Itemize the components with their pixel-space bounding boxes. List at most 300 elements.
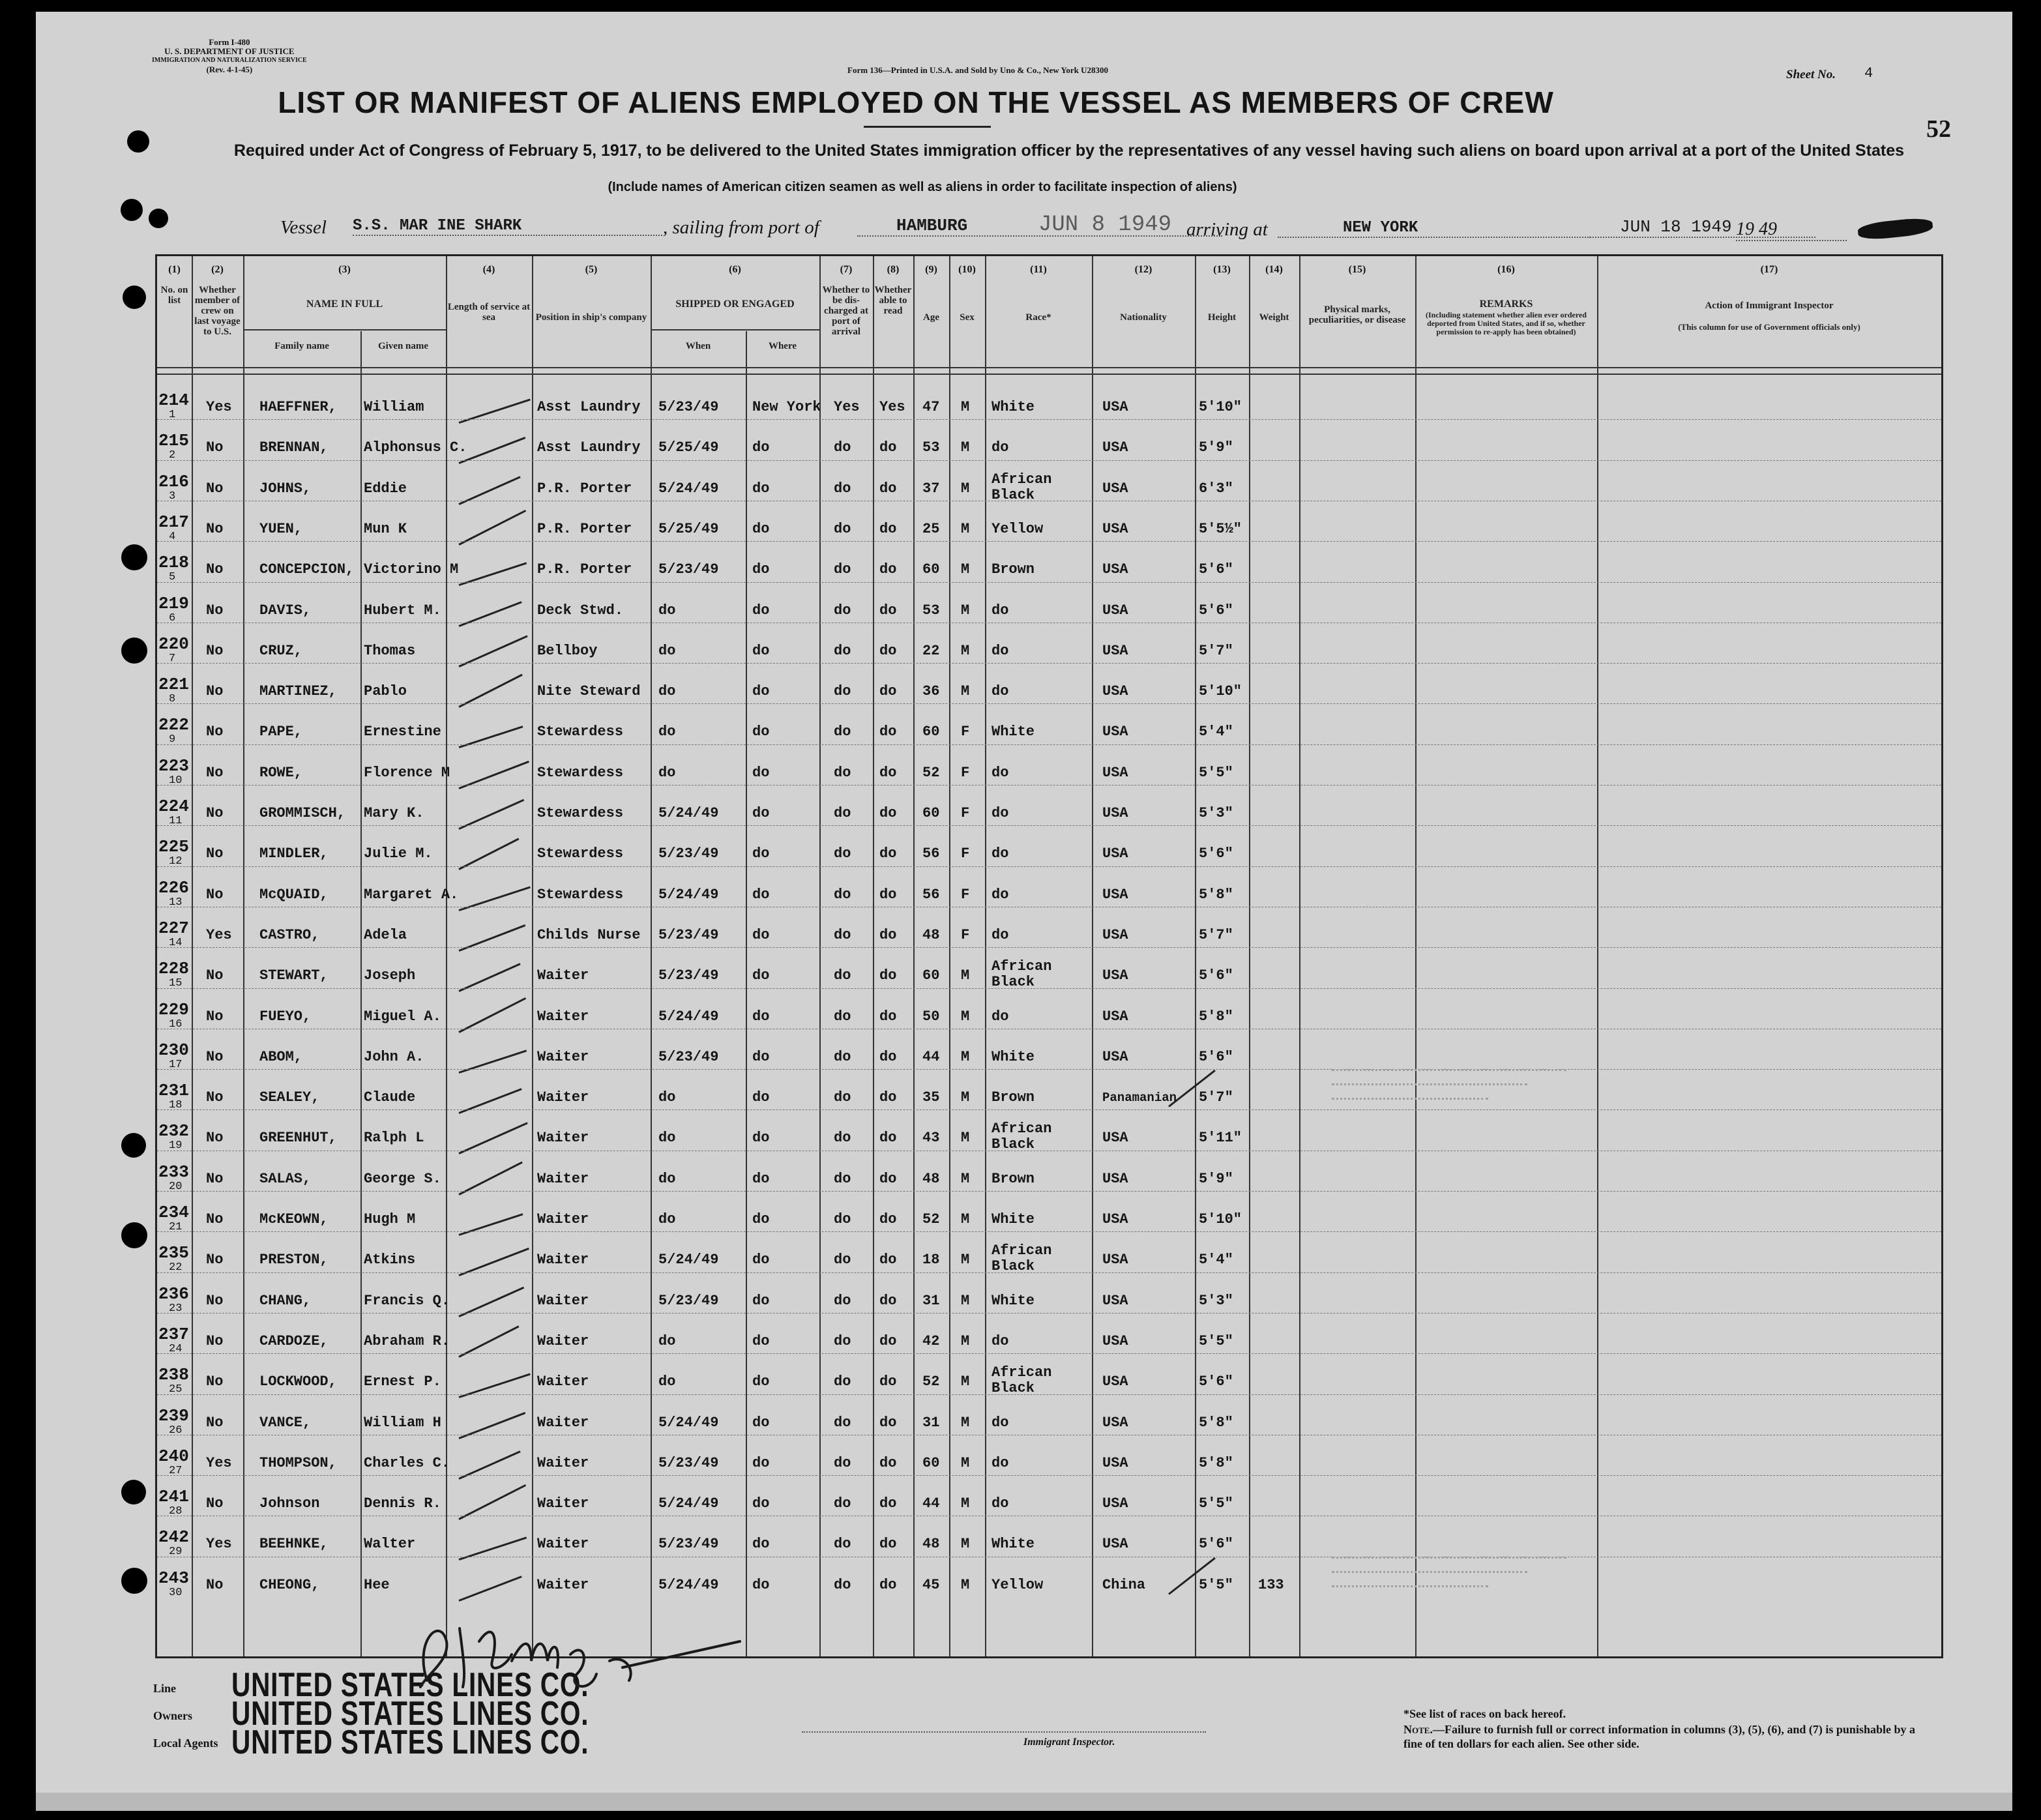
row-list-number: 227 — [158, 918, 189, 938]
row-service-mark — [458, 1161, 522, 1195]
column-number-c4: (4) — [482, 264, 495, 275]
row-able-to-read: do — [879, 683, 897, 700]
shipped-subheader-rule — [651, 329, 819, 330]
row-race: do — [991, 1332, 1009, 1349]
row-list-number: 228 — [158, 959, 189, 979]
row-list-number: 235 — [158, 1243, 189, 1263]
row-family-name: McKEOWN, — [259, 1211, 329, 1227]
year-field: 19 49 — [1736, 219, 1847, 241]
row-shipped-when: do — [658, 602, 676, 619]
row-able-to-read: do — [879, 724, 897, 741]
row-family-name: ABOM, — [259, 1048, 303, 1065]
row-discharge: do — [834, 1089, 851, 1106]
row-height: 5'6" — [1199, 1048, 1233, 1065]
row-shipped-when: 5/23/49 — [658, 926, 719, 943]
row-given-name: Atkins — [364, 1252, 416, 1269]
punch-hole — [127, 130, 149, 153]
row-race: do — [991, 683, 1009, 700]
page-title: LIST OR MANIFEST OF ALIENS EMPLOYED ON THE VESSEL AS MEMBERS OF CREW — [278, 85, 1554, 119]
row-discharge: do — [834, 926, 851, 943]
row-family-name: GREENHUT, — [259, 1130, 337, 1147]
row-race: do — [991, 1495, 1009, 1512]
row-height: 5'7" — [1199, 926, 1233, 943]
row-height: 5'10" — [1199, 399, 1242, 415]
row-family-name: BEEHNKE, — [259, 1536, 329, 1553]
row-nationality: USA — [1102, 1170, 1128, 1187]
punch-hole — [121, 1480, 146, 1504]
row-list-number: 217 — [158, 512, 189, 532]
row-given-name: Pablo — [364, 683, 407, 700]
row-discharge: do — [834, 1252, 851, 1269]
row-race: African Black — [991, 1364, 1052, 1397]
row-sex: F — [961, 764, 970, 781]
row-height: 5'8" — [1199, 1454, 1233, 1471]
row-given-name: Eddie — [364, 480, 407, 497]
row-age: 18 — [922, 1252, 940, 1269]
row-sex: M — [961, 1089, 970, 1106]
row-sequence-number: 3 — [169, 490, 176, 503]
row-nationality: USA — [1102, 480, 1128, 497]
ink-blot — [1857, 216, 1933, 241]
row-separator — [157, 1069, 1941, 1070]
row-separator — [157, 582, 1941, 583]
row-sex: M — [961, 399, 970, 415]
subtitle: Required under Act of Congress of February 5, 1917, to be delivered to the United States immigration officer by the representatives of any vessel having such aliens on board upon arrival at a port of the United States — [233, 141, 1905, 160]
column-header-c9: Age — [923, 312, 939, 323]
row-able-to-read: do — [879, 1414, 897, 1431]
row-given-name: Margaret A. — [364, 886, 459, 903]
row-age: 48 — [922, 1170, 940, 1187]
row-shipped-when: 5/23/49 — [658, 845, 719, 862]
row-position: Stewardess — [537, 764, 624, 781]
row-sex: M — [961, 1130, 970, 1147]
row-shipped-when: do — [658, 1130, 676, 1147]
row-age: 44 — [922, 1048, 940, 1065]
row-previous-voyage: No — [206, 683, 224, 700]
row-previous-voyage: No — [206, 1048, 224, 1065]
row-able-to-read: do — [879, 642, 897, 659]
row-family-name: McQUAID, — [259, 886, 329, 903]
port-to: NEW YORK — [1278, 219, 1591, 238]
row-separator — [157, 663, 1941, 664]
row-race: do — [991, 1414, 1009, 1431]
row-able-to-read: do — [879, 1373, 897, 1390]
column-header-c13: Height — [1207, 312, 1237, 323]
row-sequence-number: 20 — [169, 1180, 183, 1193]
faint-remark-mark — [1332, 1083, 1527, 1087]
row-service-mark — [458, 997, 526, 1033]
row-family-name: MARTINEZ, — [259, 683, 337, 700]
row-nationality: USA — [1102, 683, 1128, 700]
row-separator — [157, 501, 1941, 502]
row-shipped-when: 5/23/49 — [658, 1292, 719, 1309]
row-nationality: USA — [1102, 399, 1128, 415]
row-age: 35 — [922, 1089, 940, 1106]
row-height: 5'10" — [1199, 1211, 1242, 1227]
row-family-name: CONCEPCION, — [259, 561, 355, 578]
row-position: Waiter — [537, 1252, 589, 1269]
row-position: Waiter — [537, 1048, 589, 1065]
row-able-to-read: do — [879, 1170, 897, 1187]
row-separator — [157, 1191, 1941, 1192]
row-shipped-when: 5/25/49 — [658, 439, 719, 456]
row-previous-voyage: No — [206, 1089, 224, 1106]
row-sequence-number: 8 — [169, 693, 176, 706]
row-sequence-number: 15 — [169, 977, 183, 990]
row-age: 22 — [922, 642, 940, 659]
row-nationality: USA — [1102, 845, 1128, 862]
row-position: Stewardess — [537, 886, 624, 903]
column-header-c17: Action of Immigrant Inspector — [1705, 301, 1834, 311]
row-nationality: USA — [1102, 926, 1128, 943]
row-previous-voyage: Yes — [206, 1454, 232, 1471]
row-list-number: 234 — [158, 1203, 189, 1222]
row-position: Waiter — [537, 1576, 589, 1593]
column-rule — [746, 331, 747, 1656]
row-shipped-when: do — [658, 1332, 676, 1349]
row-separator — [157, 744, 1941, 746]
column-header-shipped: SHIPPED OR ENGAGED — [675, 299, 795, 310]
row-sequence-number: 19 — [169, 1139, 183, 1152]
column-number-c12: (12) — [1134, 264, 1153, 275]
row-age: 60 — [922, 561, 940, 578]
row-separator — [157, 1109, 1941, 1111]
row-race: White — [991, 724, 1035, 741]
row-nationality: USA — [1102, 1292, 1128, 1309]
row-list-number: 229 — [158, 999, 189, 1020]
vessel-label: Vessel — [280, 217, 327, 238]
row-height: 5'4" — [1199, 724, 1233, 741]
row-able-to-read: do — [879, 845, 897, 862]
row-nationality: USA — [1102, 886, 1128, 903]
row-age: 60 — [922, 805, 940, 821]
row-shipped-where: do — [752, 1211, 770, 1227]
row-position: Waiter — [537, 1170, 589, 1187]
departure-stamp: JUN 8 1949 — [1038, 213, 1172, 237]
column-header-where: Where — [768, 341, 797, 351]
row-height: 5'6" — [1199, 1373, 1233, 1390]
row-sex: F — [961, 724, 970, 741]
row-given-name: William H — [364, 1414, 441, 1431]
row-family-name: VANCE, — [259, 1414, 312, 1431]
row-shipped-where: New York — [752, 399, 821, 415]
row-family-name: LOCKWOOD, — [259, 1373, 337, 1390]
row-separator — [157, 703, 1941, 705]
row-given-name: Adela — [364, 926, 407, 943]
column-header-c12: Nationality — [1120, 312, 1167, 323]
column-header-c10: Sex — [960, 312, 975, 323]
arriving-label: arriving at — [1186, 219, 1268, 240]
row-previous-voyage: No — [206, 602, 224, 619]
row-separator — [157, 623, 1941, 624]
row-able-to-read: do — [879, 1130, 897, 1147]
row-discharge: do — [834, 683, 851, 700]
row-given-name: Ralph L — [364, 1130, 424, 1147]
row-able-to-read: do — [879, 1211, 897, 1227]
row-height: 5'3" — [1199, 1292, 1233, 1309]
row-sex: M — [961, 1536, 970, 1553]
row-sex: F — [961, 926, 970, 943]
row-sex: M — [961, 1008, 970, 1025]
row-position: Waiter — [537, 1454, 589, 1471]
row-discharge: do — [834, 886, 851, 903]
row-height: 5'4" — [1199, 1252, 1233, 1269]
row-nationality: USA — [1102, 1373, 1128, 1390]
row-position: P.R. Porter — [537, 520, 632, 537]
row-separator — [157, 419, 1941, 420]
row-height: 5'5" — [1199, 1576, 1233, 1593]
row-able-to-read: Yes — [879, 399, 905, 415]
row-list-number: 231 — [158, 1081, 189, 1101]
row-shipped-when: do — [658, 683, 676, 700]
row-previous-voyage: Yes — [206, 1536, 232, 1553]
column-header-family: Family name — [274, 341, 329, 351]
row-list-number: 214 — [158, 390, 189, 410]
column-rule — [1597, 256, 1598, 1656]
row-list-number: 237 — [158, 1324, 189, 1344]
row-family-name: Johnson — [259, 1495, 320, 1512]
row-race: White — [991, 1292, 1035, 1309]
row-height: 5'5½" — [1199, 520, 1242, 537]
row-able-to-read: do — [879, 602, 897, 619]
row-discharge: do — [834, 1048, 851, 1065]
row-given-name: Mary K. — [364, 805, 424, 821]
row-nationality: USA — [1102, 805, 1128, 821]
column-rule — [243, 256, 244, 1656]
row-race: do — [991, 764, 1009, 781]
column-header-c7: Whether to be dis-charged at port of arrival — [822, 285, 870, 337]
row-able-to-read: do — [879, 1252, 897, 1269]
row-sex: M — [961, 1170, 970, 1187]
row-shipped-when: 5/24/49 — [658, 1414, 719, 1431]
row-previous-voyage: Yes — [206, 399, 232, 415]
column-rule — [873, 256, 874, 1656]
row-list-number: 218 — [158, 553, 189, 573]
row-nationality: USA — [1102, 1536, 1128, 1553]
row-shipped-when: 5/24/49 — [658, 480, 719, 497]
column-header-name: NAME IN FULL — [306, 299, 383, 310]
row-previous-voyage: No — [206, 520, 224, 537]
row-list-number: 243 — [158, 1568, 189, 1588]
row-able-to-read: do — [879, 1536, 897, 1553]
row-separator — [157, 1313, 1941, 1314]
vessel-name: S.S. MAR INE SHARK — [353, 217, 662, 236]
row-previous-voyage: No — [206, 439, 224, 456]
row-position: Nite Steward — [537, 683, 641, 700]
row-separator — [157, 1557, 1941, 1558]
row-given-name: George S. — [364, 1170, 441, 1187]
row-sequence-number: 26 — [169, 1424, 183, 1437]
row-given-name: Joseph — [364, 967, 416, 984]
row-height: 5'7" — [1199, 1089, 1233, 1106]
row-nationality: USA — [1102, 967, 1128, 984]
row-list-number: 221 — [158, 675, 189, 695]
row-discharge: do — [834, 1576, 851, 1593]
row-weight: 133 — [1258, 1576, 1284, 1593]
row-discharge: do — [834, 1292, 851, 1309]
row-sex: M — [961, 1252, 970, 1269]
row-previous-voyage: No — [206, 764, 224, 781]
row-sex: M — [961, 1414, 970, 1431]
arrival-date: JUN 18 1949 — [1535, 217, 1815, 238]
row-age: 53 — [922, 602, 940, 619]
row-age: 60 — [922, 967, 940, 984]
row-age: 56 — [922, 886, 940, 903]
punch-hole — [123, 286, 146, 309]
row-given-name: Charles C. — [364, 1454, 450, 1471]
owners-label: Owners — [153, 1709, 192, 1722]
column-number-c7: (7) — [840, 264, 853, 275]
row-position: Waiter — [537, 1332, 589, 1349]
row-given-name: Miguel A. — [364, 1008, 441, 1025]
page-number: 52 — [1926, 115, 1951, 143]
row-separator — [157, 947, 1941, 948]
note-label: Note. — [1403, 1723, 1433, 1736]
row-list-number: 223 — [158, 756, 189, 776]
row-age: 50 — [922, 1008, 940, 1025]
row-race: White — [991, 1211, 1035, 1227]
column-number-c13: (13) — [1213, 264, 1231, 275]
punch-hole — [121, 199, 143, 221]
column-rule — [192, 256, 193, 1656]
row-previous-voyage: No — [206, 1170, 224, 1187]
form-identifier: Form I-480 U. S. DEPARTMENT OF JUSTICE IMMIGRATION AND NATURALIZATION SERVICE (Rev. 4-1-45) — [152, 37, 307, 74]
row-position: Asst Laundry — [537, 399, 641, 415]
column-header-c4: Length of service at sea — [447, 302, 531, 323]
row-discharge: do — [834, 764, 851, 781]
row-position: Stewardess — [537, 845, 624, 862]
row-position: Waiter — [537, 1414, 589, 1431]
row-sequence-number: 21 — [169, 1221, 183, 1233]
row-race: do — [991, 1454, 1009, 1471]
row-list-number: 226 — [158, 877, 189, 898]
row-shipped-where: do — [752, 724, 770, 741]
row-previous-voyage: No — [206, 1252, 224, 1269]
owners-stamp: UNITED STATES LINES CO. — [231, 1695, 589, 1733]
row-race: Brown — [991, 1170, 1035, 1187]
row-sequence-number: 17 — [169, 1058, 183, 1071]
row-list-number: 222 — [158, 715, 189, 735]
row-discharge: do — [834, 1008, 851, 1025]
faint-remark-mark — [1332, 1571, 1527, 1574]
row-discharge: do — [834, 845, 851, 862]
row-shipped-where: do — [752, 1576, 770, 1593]
row-separator — [157, 785, 1941, 786]
row-family-name: HAEFFNER, — [259, 399, 337, 415]
signature — [401, 1602, 753, 1700]
row-shipped-when: 5/23/49 — [658, 967, 719, 984]
row-age: 48 — [922, 926, 940, 943]
column-number-c10: (10) — [958, 264, 976, 275]
row-able-to-read: do — [879, 764, 897, 781]
row-shipped-where: do — [752, 764, 770, 781]
row-age: 37 — [922, 480, 940, 497]
row-discharge: do — [834, 1414, 851, 1431]
header-divider — [157, 367, 1941, 368]
column-number-c9: (9) — [925, 264, 937, 275]
row-sex: M — [961, 602, 970, 619]
row-shipped-where: do — [752, 683, 770, 700]
row-race: Yellow — [991, 1576, 1044, 1593]
row-race: do — [991, 1008, 1009, 1025]
row-race: White — [991, 1536, 1035, 1553]
row-shipped-where: do — [752, 1089, 770, 1106]
row-position: Deck Stwd. — [537, 602, 624, 619]
row-discharge: do — [834, 1211, 851, 1227]
row-age: 60 — [922, 724, 940, 741]
row-nationality: USA — [1102, 642, 1128, 659]
punch-hole — [121, 1222, 147, 1248]
row-nationality: USA — [1102, 1211, 1128, 1227]
row-position: Bellboy — [537, 642, 598, 659]
crew-table — [155, 254, 1943, 1658]
row-sequence-number: 7 — [169, 652, 176, 665]
row-race: do — [991, 886, 1009, 903]
row-given-name: Walter — [364, 1536, 416, 1553]
row-family-name: CASTRO, — [259, 926, 320, 943]
row-shipped-when: 5/23/49 — [658, 1048, 719, 1065]
column-number-c2: (2) — [211, 264, 224, 275]
row-age: 31 — [922, 1292, 940, 1309]
row-list-number: 230 — [158, 1040, 189, 1060]
row-sequence-number: 5 — [169, 571, 176, 584]
row-list-number: 216 — [158, 471, 189, 492]
row-given-name: Thomas — [364, 642, 416, 659]
row-family-name: CHEONG, — [259, 1576, 320, 1593]
row-family-name: SALAS, — [259, 1170, 312, 1187]
row-able-to-read: do — [879, 480, 897, 497]
row-list-number: 219 — [158, 593, 189, 613]
row-height: 5'10" — [1199, 683, 1242, 700]
row-previous-voyage: No — [206, 1373, 224, 1390]
row-age: 53 — [922, 439, 940, 456]
row-race: do — [991, 642, 1009, 659]
row-position: Waiter — [537, 1292, 589, 1309]
row-previous-voyage: Yes — [206, 926, 232, 943]
row-shipped-where: do — [752, 1048, 770, 1065]
row-position: Asst Laundry — [537, 439, 641, 456]
row-able-to-read: do — [879, 1089, 897, 1106]
row-sequence-number: 12 — [169, 855, 183, 868]
printer-line: Form 136—Printed in U.S.A. and Sold by Uno & Co., New York U28300 — [847, 65, 1109, 75]
row-family-name: THOMPSON, — [259, 1454, 337, 1471]
row-list-number: 224 — [158, 797, 189, 816]
row-able-to-read: do — [879, 1495, 897, 1512]
row-sex: M — [961, 439, 970, 456]
row-discharge: do — [834, 1536, 851, 1553]
row-height: 5'9" — [1199, 1170, 1233, 1187]
row-shipped-when: 5/24/49 — [658, 886, 719, 903]
row-sequence-number: 22 — [169, 1261, 183, 1274]
row-race: do — [991, 845, 1009, 862]
row-family-name: CRUZ, — [259, 642, 303, 659]
row-sex: M — [961, 561, 970, 578]
row-shipped-where: do — [752, 602, 770, 619]
row-race: Brown — [991, 561, 1035, 578]
sheet-label: Sheet No. — [1786, 68, 1836, 81]
row-discharge: do — [834, 805, 851, 821]
column-number-c11: (11) — [1030, 264, 1047, 275]
row-nationality: China — [1102, 1576, 1146, 1593]
row-discharge: do — [834, 439, 851, 456]
row-separator — [157, 1475, 1941, 1476]
row-height: 6'3" — [1199, 480, 1233, 497]
row-separator — [157, 866, 1941, 868]
row-given-name: Ernest P. — [364, 1373, 441, 1390]
name-subheader-rule — [243, 329, 446, 330]
row-position: Stewardess — [537, 805, 624, 821]
row-nationality: Panamanian — [1102, 1091, 1177, 1106]
